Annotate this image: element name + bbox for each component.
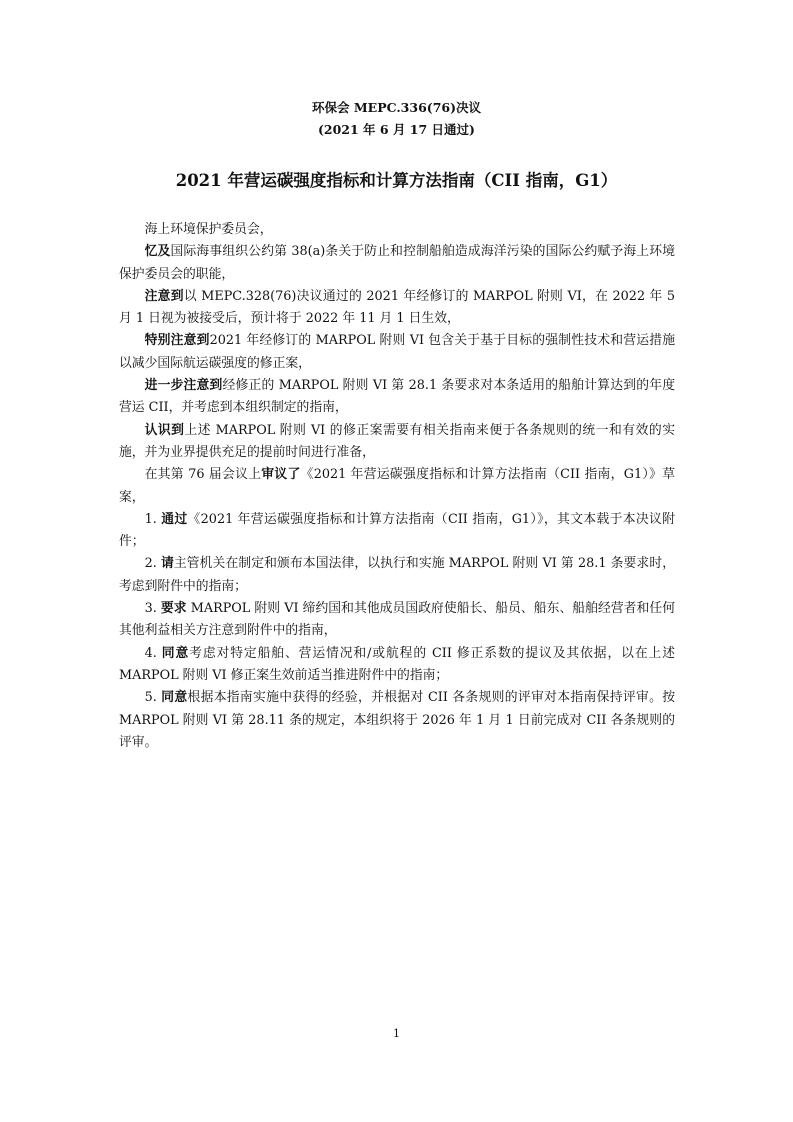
paragraph-noting-in-particular: 特别注意到2021 年经修订的 MARPOL 附则 VI 包含关于基于目标的强制性技术和营运措施以减少国际航运碳强度的修正案， [119, 333, 675, 371]
operative-paragraph-1: 1. 通过《2021 年营运碳强度指标和计算方法指南（CII 指南，G1）》，其文本载于本决议附件； [119, 511, 676, 550]
operative-paragraph-4: 4. 同意考虑对特定船舶、营运情况和/或航程的 CII 修正系数的提议及其依据，以在上述 MARPOL 附则 VI 修正案生效前适当推进附件中的指南； [119, 645, 676, 683]
document-title: 2021 年营运碳强度指标和计算方法指南（CII 指南，G1） [175, 171, 618, 190]
resolution-header [0, 97, 793, 141]
paragraph-having-considered: 在其第 76 届会议上审议了《2021 年营运碳强度指标和计算方法指南（CII 指南，G1）》草案， [119, 467, 675, 505]
operative-paragraph-3: 3. 要求 MARPOL 附则 VI 缔约国和其他成员国政府使船长、船员、船东、船舶经营者和任何其他利益相关方注意到附件中的指南， [119, 601, 675, 639]
page-number: 1 [393, 1027, 400, 1040]
paragraph-noting-further: 进一步注意到经修正的 MARPOL 附则 VI 第 28.1 条要求对本条适用的船舶计算达到的年度营运 CII，并考虑到本组织制定的指南， [119, 378, 675, 416]
operative-paragraph-2: 2. 请主管机关在制定和颁布本国法律，以执行和实施 MARPOL 附则 VI 第 28.1 条要求时，考虑到附件中的指南； [119, 556, 676, 594]
paragraph-recalling: 忆及国际海事组织公约第 38(a)条关于防止和控制船舶造成海洋污染的国际公约赋予海上环境保护委员会的职能， [119, 244, 676, 282]
resolution-body [119, 219, 675, 754]
operative-paragraph-5: 5. 同意根据本指南实施中获得的经验，并根据对 CII 各条规则的评审对本指南保持评审。按 MARPOL 附则 VI 第 28.11 条的规定，本组织将于 2026 年 1 月 1 日前完成对 CII 各条规则的评审。 [119, 690, 676, 750]
resolution-number: 环保会 MEPC.336(76)决议 [311, 100, 481, 115]
paragraph-noting: 注意到以 MEPC.328(76)决议通过的 2021 年经修订的 MARPOL 附则 VI，在 2022 年 5 月 1 日视为被接受后，预计将于 2022 年 11 月 1 日生效， [119, 288, 676, 327]
paragraph-recognizing: 认识到上述 MARPOL 附则 VI 的修正案需要有相关指南来便于各条规则的统一和有效的实施，并为业界提供充足的提前时间进行准备， [119, 422, 675, 460]
paragraph-preamble: 海上环境保护委员会， [144, 222, 273, 237]
adoption-date: (2021 年 6 月 17 日通过) [318, 122, 475, 137]
